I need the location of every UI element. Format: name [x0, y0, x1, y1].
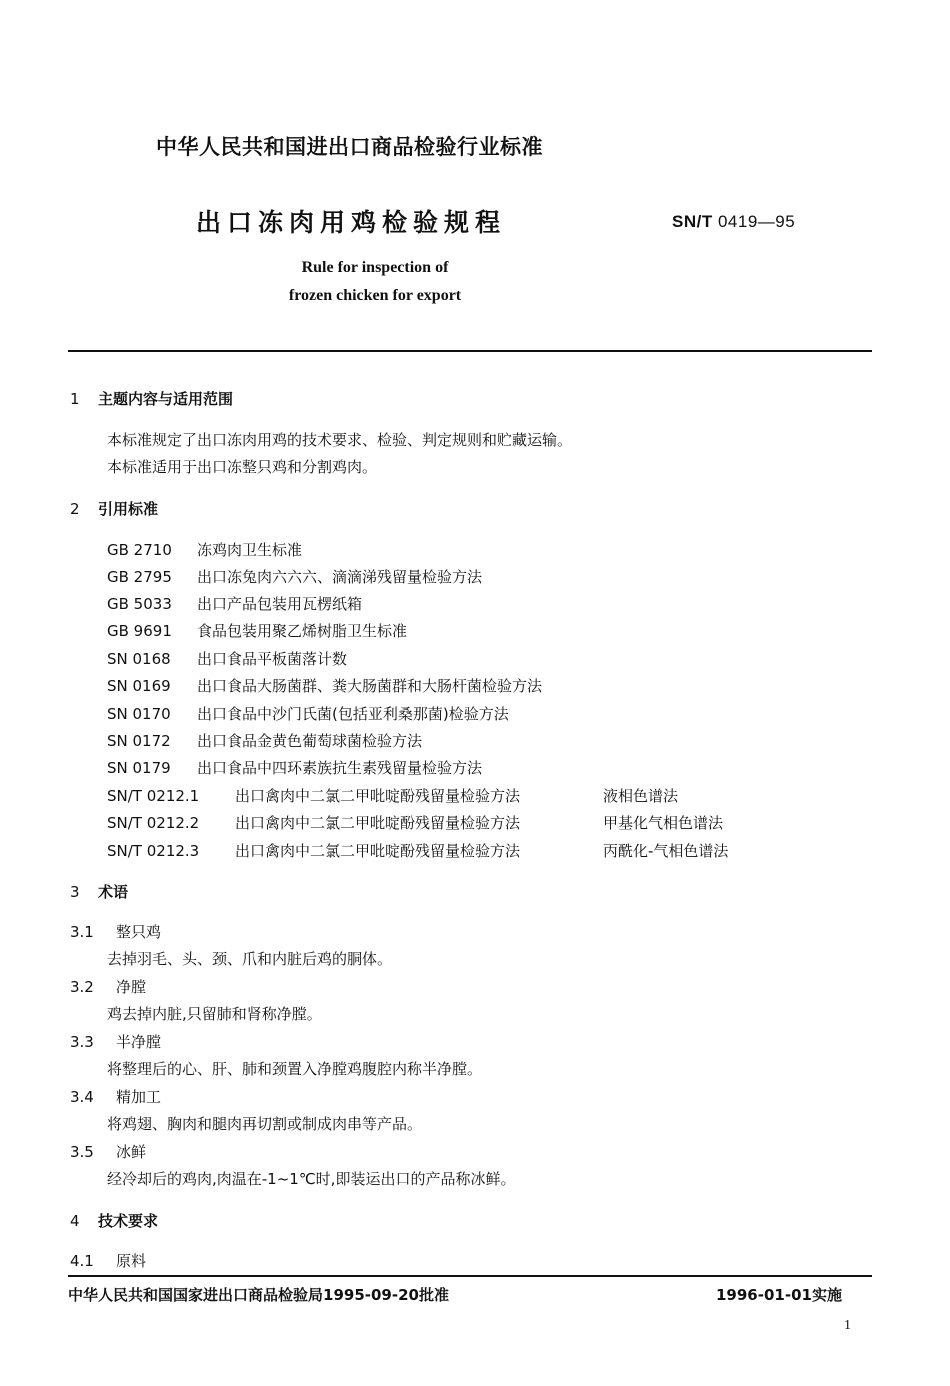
term-number: 3.5 — [70, 1143, 94, 1161]
standard-code-prefix: SN/T — [672, 212, 713, 231]
reference-title: 出口禽肉中二氯二甲吡啶酚残留量检验方法 — [235, 787, 521, 805]
term-heading — [70, 921, 161, 942]
paragraph: 本标准适用于出口冻整只鸡和分割鸡肉。 — [107, 458, 378, 476]
reference-item — [107, 675, 542, 696]
term-definition: 将鸡翅、胸肉和腿肉再切割或制成肉串等产品。 — [107, 1115, 423, 1133]
section-title: 术语 — [98, 883, 129, 901]
term-heading — [70, 1141, 146, 1162]
reference-code: SN 0170 — [107, 705, 171, 723]
term-definition: 去掉羽毛、头、颈、爪和内脏后鸡的胴体。 — [107, 950, 393, 968]
term-definition: 将整理后的心、肝、肺和颈置入净膛鸡腹腔内称半净膛。 — [107, 1060, 483, 1078]
term-definition: 鸡去掉内脏,只留肺和肾称净膛。 — [107, 1005, 322, 1023]
term-name: 冰鲜 — [116, 1143, 147, 1161]
term-heading — [70, 1086, 161, 1107]
section-number: 4 — [70, 1212, 80, 1230]
reference-code: SN 0179 — [107, 759, 171, 777]
section-2-heading — [70, 498, 158, 519]
reference-method: 丙酰化-气相色谱法 — [603, 842, 729, 860]
reference-item — [107, 593, 362, 614]
section-number: 2 — [70, 500, 80, 518]
reference-item — [107, 730, 422, 751]
section-title: 技术要求 — [98, 1212, 159, 1230]
reference-title: 出口冻兔肉六六六、滴滴涕残留量检验方法 — [197, 568, 483, 586]
reference-title: 出口食品中四环素族抗生素残留量检验方法 — [197, 759, 483, 777]
section-number: 3 — [70, 883, 80, 901]
term-number: 3.1 — [70, 923, 94, 941]
reference-title: 食品包装用聚乙烯树脂卫生标准 — [197, 622, 408, 640]
header-divider — [68, 350, 872, 352]
footer-divider — [68, 1275, 872, 1277]
term-number: 3.3 — [70, 1033, 94, 1051]
subsection-heading — [70, 1250, 146, 1271]
reference-item — [107, 539, 302, 560]
term-heading — [70, 1031, 161, 1052]
subsection-title: 原料 — [116, 1252, 147, 1270]
reference-title: 出口食品金黄色葡萄球菌检验方法 — [197, 732, 423, 750]
reference-code: SN/T 0212.3 — [107, 842, 200, 860]
approval-statement: 中华人民共和国国家进出口商品检验局1995-09-20批准 — [68, 1286, 449, 1304]
reference-code: SN/T 0212.1 — [107, 787, 200, 805]
section-1-heading — [70, 388, 233, 409]
reference-item — [107, 812, 723, 833]
org-standard-title: 中华人民共和国进出口商品检验行业标准 — [156, 135, 543, 159]
document-title: 出口冻肉用鸡检验规程 — [196, 208, 507, 237]
term-number: 3.2 — [70, 978, 94, 996]
reference-item — [107, 620, 407, 641]
section-title: 主题内容与适用范围 — [98, 390, 234, 408]
reference-title: 出口禽肉中二氯二甲吡啶酚残留量检验方法 — [235, 842, 521, 860]
reference-title: 冻鸡肉卫生标准 — [197, 541, 303, 559]
reference-code: SN/T 0212.2 — [107, 814, 200, 832]
term-definition: 经冷却后的鸡肉,肉温在-1~1℃时,即装运出口的产品称冰鲜。 — [107, 1170, 516, 1188]
reference-code: GB 2710 — [107, 541, 172, 559]
section-title: 引用标准 — [98, 500, 159, 518]
paragraph: 本标准规定了出口冻肉用鸡的技术要求、检验、判定规则和贮藏运输。 — [107, 431, 573, 449]
standard-code — [672, 212, 795, 232]
reference-title: 出口食品中沙门氏菌(包括亚利桑那菌)检验方法 — [197, 705, 509, 723]
term-name: 精加工 — [116, 1088, 162, 1106]
effective-date: 1996-01-01实施 — [716, 1286, 842, 1304]
standard-code-number: 0419—95 — [717, 212, 796, 231]
term-heading — [70, 976, 146, 997]
section-3-heading — [70, 881, 128, 902]
section-number: 1 — [70, 390, 80, 408]
reference-code: SN 0169 — [107, 677, 171, 695]
reference-title: 出口禽肉中二氯二甲吡啶酚残留量检验方法 — [235, 814, 521, 832]
reference-code: GB 9691 — [107, 622, 172, 640]
reference-code: SN 0168 — [107, 650, 171, 668]
reference-item — [107, 703, 509, 724]
reference-code: GB 2795 — [107, 568, 172, 586]
reference-title: 出口食品大肠菌群、粪大肠菌群和大肠杆菌检验方法 — [197, 677, 543, 695]
page-number: 1 — [844, 1318, 851, 1333]
reference-code: GB 5033 — [107, 595, 172, 613]
reference-code: SN 0172 — [107, 732, 171, 750]
term-name: 半净膛 — [116, 1033, 162, 1051]
english-title-line2: frozen chicken for export — [288, 287, 462, 304]
english-title-line1: Rule for inspection of — [301, 259, 449, 276]
subsection-number: 4.1 — [70, 1252, 94, 1270]
reference-item — [107, 757, 482, 778]
reference-item — [107, 785, 678, 806]
reference-item — [107, 566, 482, 587]
reference-title: 出口食品平板菌落计数 — [197, 650, 348, 668]
reference-title: 出口产品包装用瓦楞纸箱 — [197, 595, 363, 613]
reference-method: 甲基化气相色谱法 — [603, 814, 724, 832]
reference-item — [107, 840, 728, 861]
reference-item — [107, 648, 347, 669]
term-name: 整只鸡 — [116, 923, 162, 941]
reference-method: 液相色谱法 — [603, 787, 679, 805]
term-name: 净膛 — [116, 978, 147, 996]
term-number: 3.4 — [70, 1088, 94, 1106]
section-4-heading — [70, 1210, 158, 1231]
